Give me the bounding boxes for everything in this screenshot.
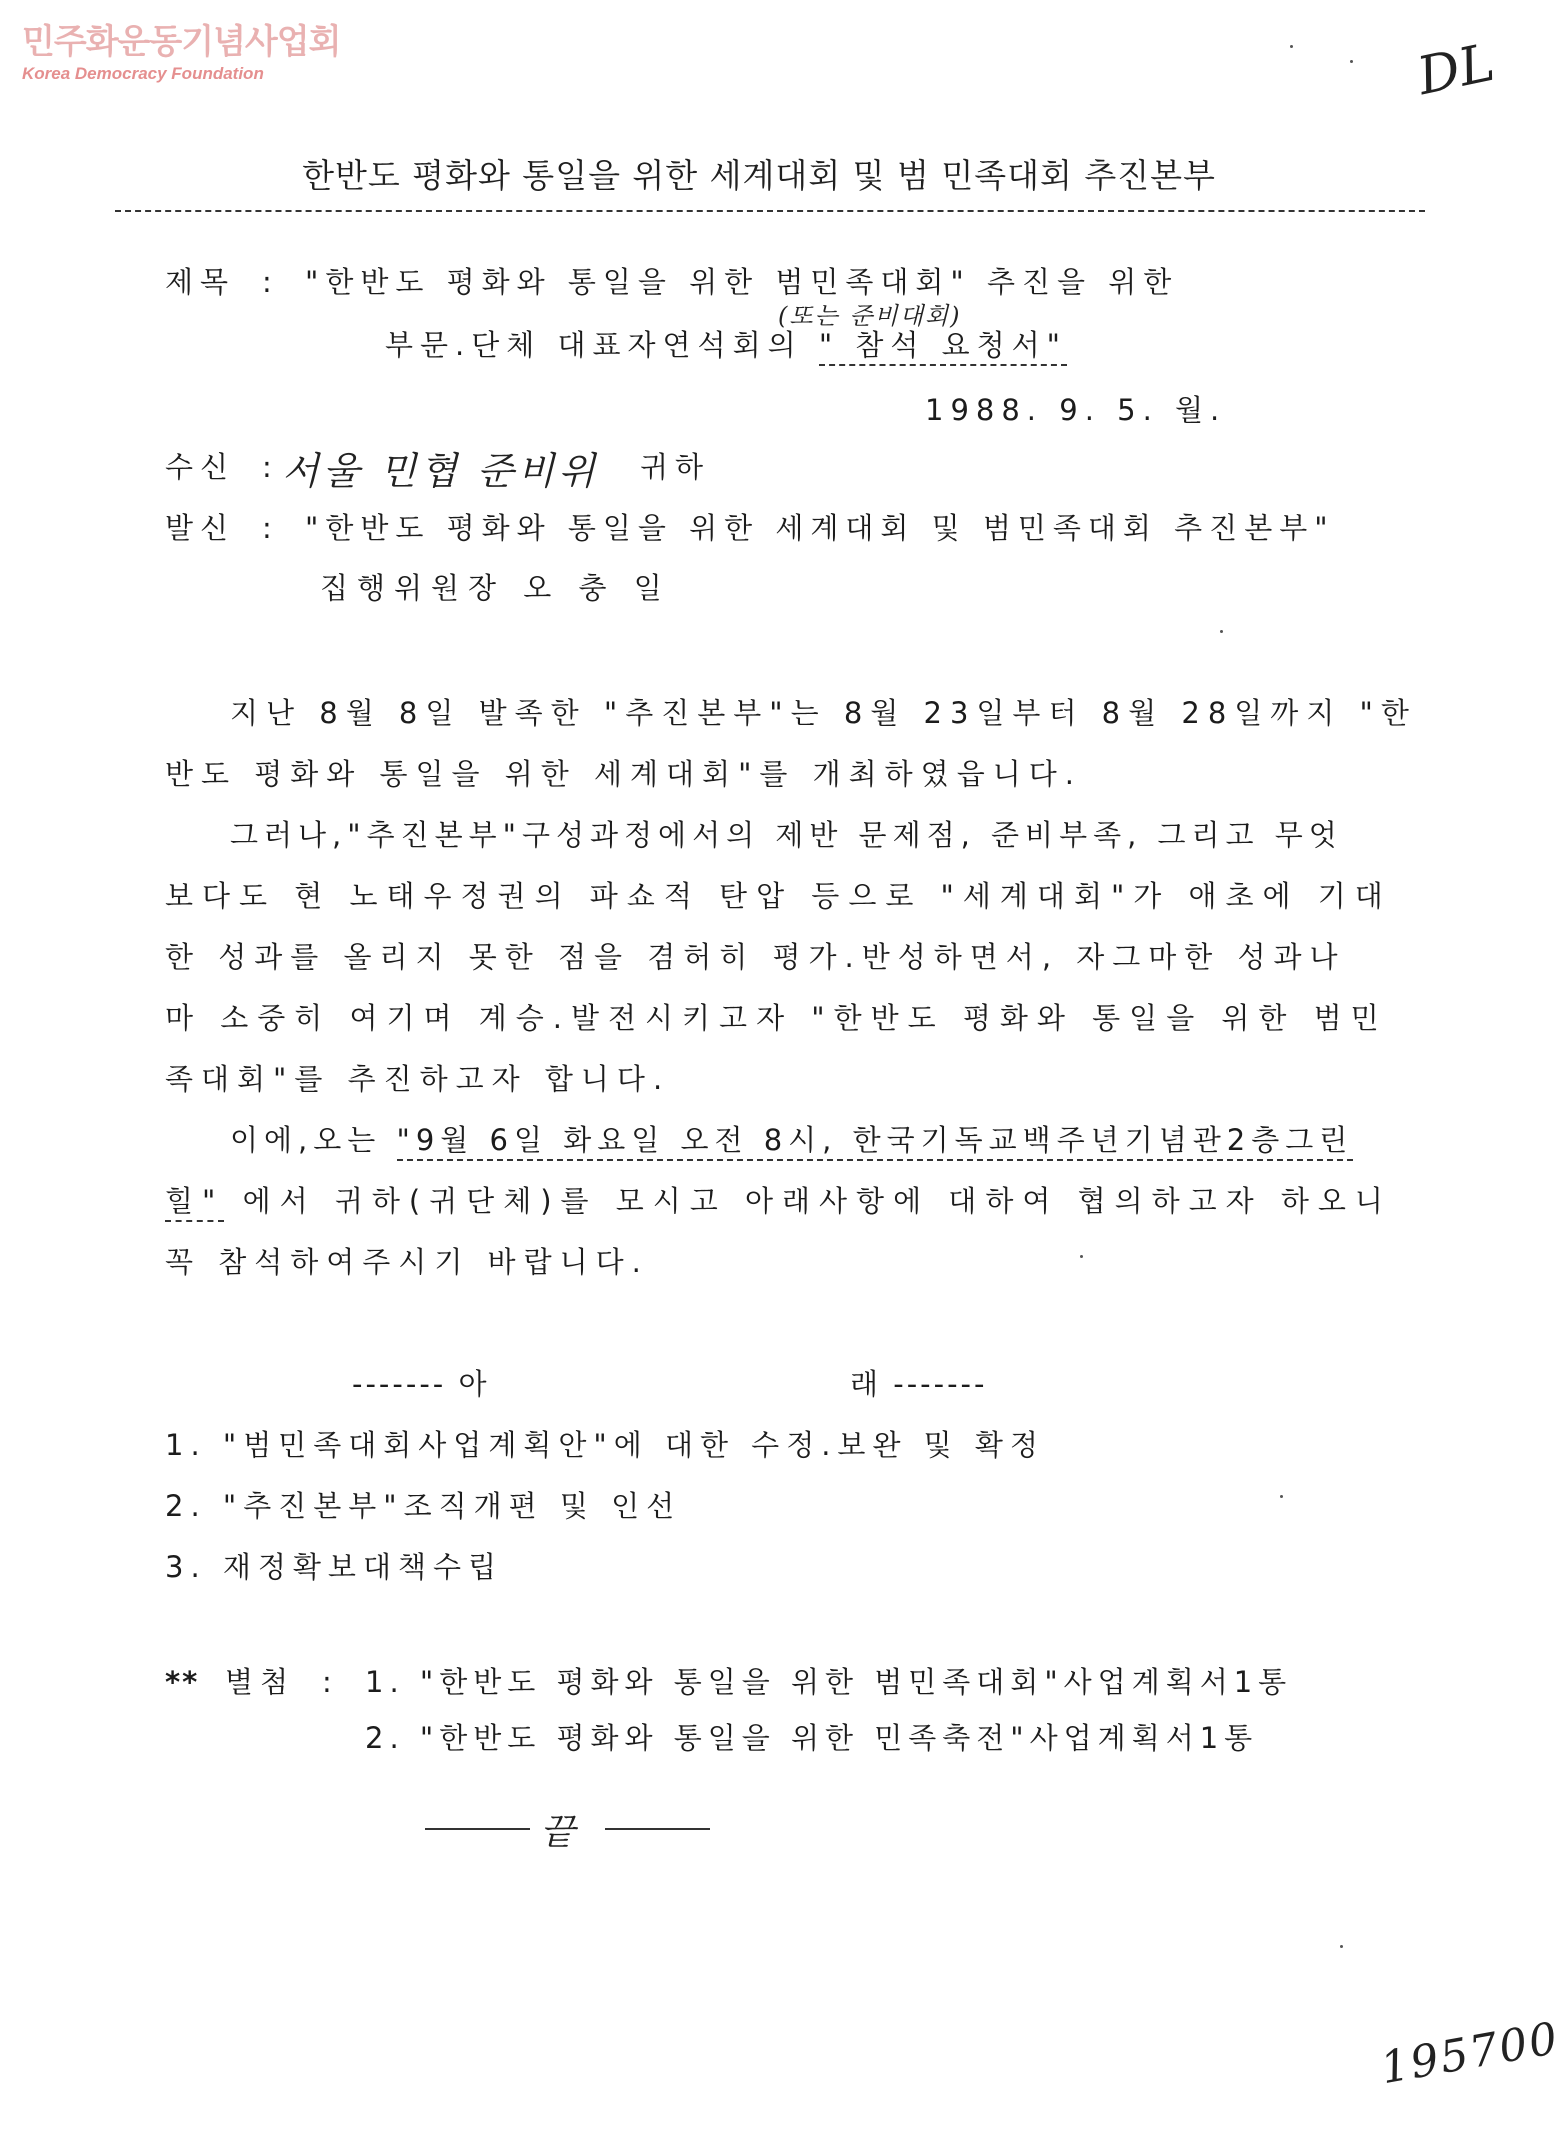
recipient-handwritten: 서울 민협 준비위: [282, 449, 600, 493]
letterhead-title: 한반도 평화와 통일을 위한 세계대회 및 범 민족대회 추진본부: [302, 156, 1216, 195]
body-p3-line-2-rest: 에서 귀하(귀단체)를 모시고 아래사항에 대하여 협의하고자 하오니: [242, 1184, 1392, 1218]
body-p2-line-1: 그러나,"추진본부"구성과정에서의 제반 문제점, 준비부족, 그리고 무엇: [230, 818, 1343, 852]
meeting-details-underlined: "9월 6일 화요일 오전 8시, 한국기독교백주년기념관2층그린: [397, 1123, 1354, 1161]
watermark-english: Korea Democracy Foundation: [22, 64, 264, 83]
attachment-colon: :: [322, 1665, 339, 1699]
scan-speck: [1080, 1255, 1083, 1258]
recipient-label: 수신: [165, 450, 236, 484]
subject-underlined-title: " 참석 요청서": [819, 328, 1067, 366]
body-p2-line-3: 한 성과를 올리지 못한 점을 겸허히 평가.반성하면서, 자그마한 성과나: [165, 940, 1346, 974]
sender-colon: :: [262, 511, 279, 545]
watermark: [22, 22, 340, 84]
subject-line-1: "한반도 평화와 통일을 위한 범민족대회" 추진을 위한: [305, 265, 1179, 299]
meeting-venue-underlined-end: 힐": [165, 1184, 224, 1222]
agenda-item-3: 3. 재정확보대책수립: [165, 1550, 503, 1584]
scan-speck: [1350, 60, 1353, 63]
sender-label: 발신: [165, 511, 236, 545]
body-p1-line-1: 지난 8월 8일 발족한 "추진본부"는 8월 23일부터 8월 28일까지 "한: [230, 696, 1417, 730]
letterhead-rule: [115, 210, 1425, 212]
end-mark: 끝: [540, 1812, 579, 1853]
below-heading-left: ------- 아: [352, 1367, 490, 1401]
watermark-korean: 민주화운동기념사업회: [22, 22, 341, 62]
scan-speck: [1280, 1495, 1283, 1498]
subject-line-2: [385, 325, 1067, 365]
attachment-label: 별첨: [225, 1665, 296, 1699]
scan-speck: [1290, 45, 1293, 48]
attachment-item-2: 2. "한반도 평화와 통일을 위한 민족축전"사업계획서1통: [365, 1721, 1259, 1755]
end-rule-left: [425, 1828, 530, 1830]
body-p2-line-5: 족대회"를 추진하고자 합니다.: [165, 1062, 671, 1096]
attachment-marker: **: [165, 1665, 200, 1699]
body-p3-line-1: [230, 1120, 1353, 1160]
body-p2-line-4: 마 소중히 여기며 계승.발전시키고자 "한반도 평화와 통일을 위한 범민: [165, 1001, 1388, 1035]
agenda-item-1: 1. "범민족대회사업계획안"에 대한 수정.보완 및 확정: [165, 1428, 1045, 1462]
scan-speck: [1220, 630, 1223, 633]
scan-speck: [1340, 1945, 1343, 1948]
handwritten-archive-number: 195700: [1376, 2012, 1563, 2095]
sender-organization: "한반도 평화와 통일을 위한 세계대회 및 범민족대회 추진본부": [305, 511, 1335, 545]
sender-signatory: 집행위원장 오 충 일: [320, 571, 671, 605]
subject-line-2-prefix: 부문.단체 대표자연석회의: [385, 328, 803, 362]
handwritten-top-mark: DL: [1412, 32, 1500, 108]
end-rule-right: [605, 1828, 710, 1830]
agenda-item-2: 2. "추진본부"조직개편 및 인선: [165, 1489, 682, 1523]
subject-inserted-note: (또는 준비대회): [778, 302, 962, 330]
recipient-honorific: 귀하: [640, 450, 711, 484]
subject-colon: :: [262, 265, 279, 299]
below-heading-right: 래 -------: [850, 1367, 988, 1401]
attachment-item-1: 1. "한반도 평화와 통일을 위한 범민족대회"사업계획서1통: [365, 1665, 1293, 1699]
body-p3-line-3: 꼭 참석하여주시기 바랍니다.: [165, 1245, 649, 1279]
subject-label: 제목: [165, 265, 236, 299]
body-p3-prefix: 이에,오는: [230, 1123, 382, 1157]
document-date: 1988. 9. 5. 월.: [925, 393, 1227, 427]
recipient-colon: :: [262, 450, 279, 484]
body-p3-line-2: [165, 1181, 1392, 1221]
body-p2-line-2: 보다도 현 노태우정권의 파쇼적 탄압 등으로 "세계대회"가 애초에 기대: [165, 879, 1392, 913]
body-p1-line-2: 반도 평화와 통일을 위한 세계대회"를 개최하였읍니다.: [165, 757, 1082, 791]
